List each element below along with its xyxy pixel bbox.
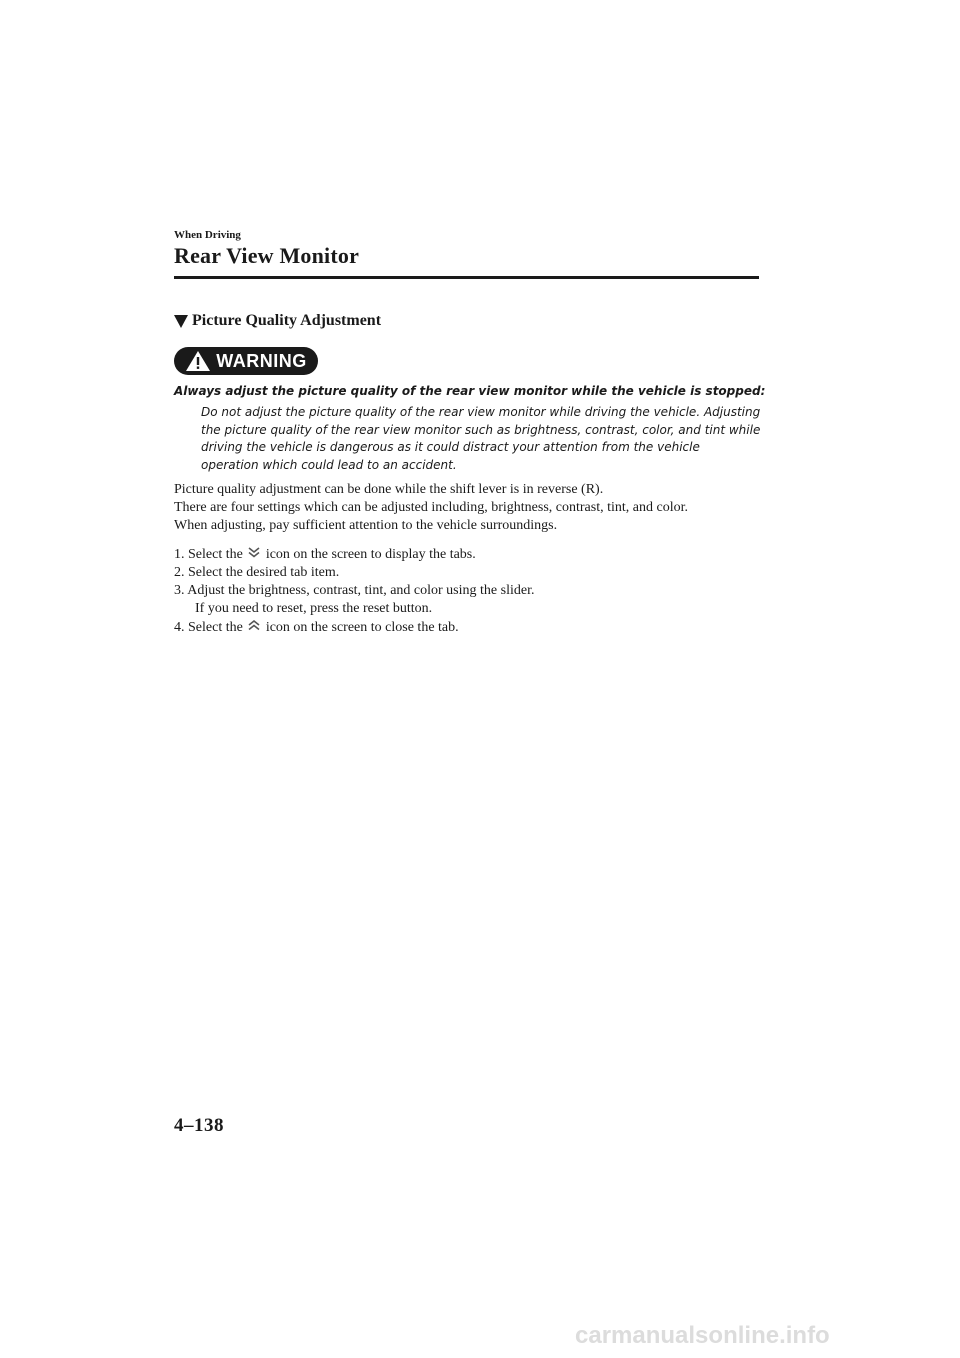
step-4-text-before: 4. Select the: [174, 620, 247, 635]
chevron-double-down-icon: [247, 545, 261, 559]
step-3-note: If you need to reset, press the reset button.: [195, 601, 433, 616]
triangle-bullet-icon: [174, 315, 188, 328]
section-heading-text: Picture Quality Adjustment: [192, 312, 382, 329]
chapter-kicker: When Driving: [174, 229, 241, 241]
page-title: Rear View Monitor: [174, 243, 360, 268]
chevron-double-up-icon: [247, 618, 261, 632]
warning-label: WARNING: [216, 350, 307, 371]
step-1-text-after: icon on the screen to display the tabs.: [262, 547, 476, 562]
step-1-text-before: 1. Select the: [174, 547, 247, 562]
step-3: 3. Adjust the brightness, contrast, tint, and color using the slider.: [174, 583, 535, 598]
section-heading: [174, 312, 381, 330]
step-1: [174, 545, 774, 564]
paragraph-line: When adjusting, pay sufficient attention to the vehicle surroundings.: [174, 518, 558, 533]
watermark: carmanualsonline.info: [575, 1322, 830, 1349]
warning-badge: [174, 347, 318, 375]
warning-lead: Always adjust the picture quality of the rear view monitor while the vehicle is stopped:: [174, 384, 766, 398]
step-2: 2. Select the desired tab item.: [174, 565, 340, 580]
warning-triangle-icon: [185, 350, 211, 372]
steps-list: [174, 545, 774, 637]
step-4-text-after: icon on the screen to close the tab.: [262, 620, 459, 635]
intro-paragraph: [174, 481, 774, 535]
paragraph-line: Picture quality adjustment can be done while the shift lever is in reverse (R).: [174, 482, 604, 497]
step-4: [174, 618, 774, 637]
warning-body: Do not adjust the picture quality of the rear view monitor while driving the vehicle. Adjusting the picture quality of the rear view monitor such as brightness, contrast, color, and tint while driving the vehicle is dangerous as it could distract your attention from the vehicle operation which could lead to an accident.: [201, 405, 761, 472]
page-number: 4–138: [174, 1115, 224, 1136]
paragraph-line: There are four settings which can be adjusted including, brightness, contrast, tint, and color.: [174, 500, 688, 515]
title-divider: [174, 276, 759, 279]
